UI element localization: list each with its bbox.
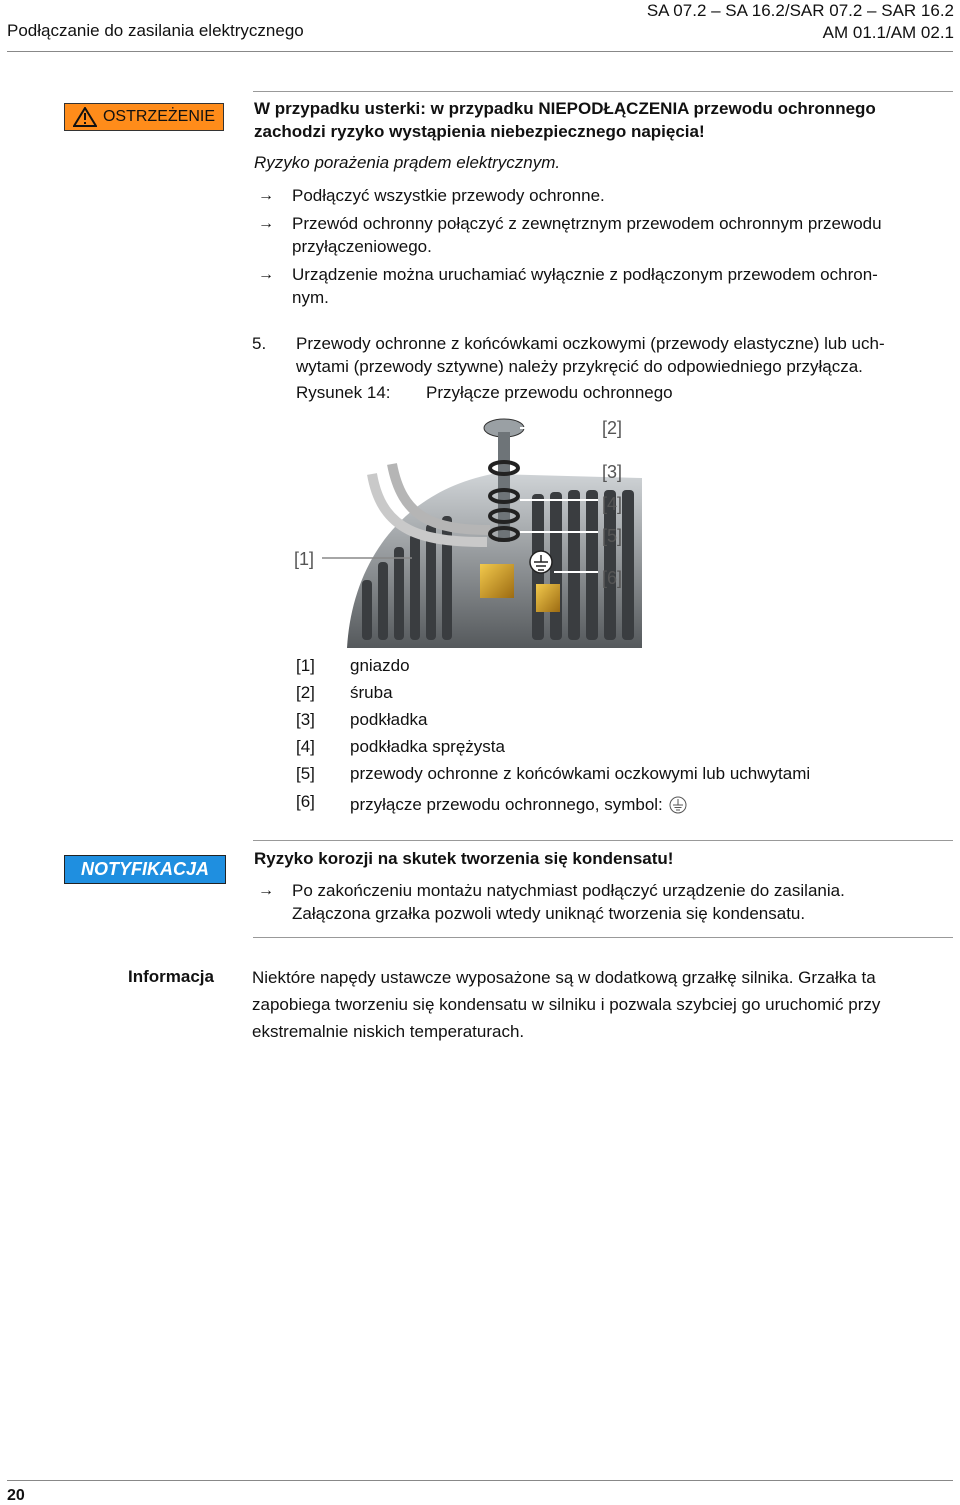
info-text-line-1: Niektóre napędy ustawcze wyposażone są w dodatkową grzałkę silnika. Grzałka ta — [252, 968, 876, 987]
legend-num: [1] — [296, 656, 315, 675]
info-text — [252, 964, 880, 1045]
warning-badge-label: OSTRZEŻENIE — [102, 108, 215, 125]
legend-num: [2] — [296, 683, 315, 702]
notice-bottom-rule — [253, 937, 953, 938]
callout-5: [5] — [602, 526, 623, 546]
protective-earth-connection-figure — [292, 412, 644, 648]
warning-badge — [64, 103, 224, 131]
notice-headline: Ryzyko korozji na skutek tworzenia się kondensatu! — [254, 849, 674, 868]
arrow-right-icon: → — [258, 266, 274, 283]
step-text-line-1: Przewody ochronne z końcówkami oczkowymi (przewody elastyczne) lub uch- — [296, 334, 885, 353]
warning-action-2-line-1: Przewód ochronny połączyć z zewnętrznym przewodem ochronnym przewodu — [292, 214, 882, 233]
warning-action-3-line-2: nym. — [292, 288, 329, 307]
arrow-right-icon: → — [258, 882, 274, 899]
warning-headline-line-2: zachodzi ryzyko wystąpienia niebezpiecznego napięcia! — [254, 122, 705, 141]
arrow-right-icon: → — [258, 215, 274, 232]
warning-headline — [254, 97, 876, 143]
legend-text: podkładka sprężysta — [350, 737, 505, 756]
footer-divider — [7, 1480, 953, 1481]
model-designation — [647, 0, 954, 44]
step-text — [296, 332, 885, 378]
legend-text: przewody ochronne z końcówkami oczkowymi lub uchwytami — [350, 764, 811, 783]
warning-top-rule — [253, 91, 953, 92]
info-text-line-2: zapobiega tworzeniu się kondensatu w silniku i pozwala szybciej go uruchomić przy — [252, 995, 881, 1014]
notice-badge: NOTYFIKACJA — [64, 855, 226, 884]
warning-action-1-text: Podłączyć wszystkie przewody ochronne. — [292, 186, 605, 205]
section-title: Podłączanie do zasilania elektrycznego — [7, 21, 304, 40]
warning-action-2-line-2: przyłączeniowego. — [292, 237, 432, 256]
brass-terminal — [536, 584, 560, 612]
callout-2: [2] — [602, 418, 623, 438]
warning-consequence: Ryzyko porażenia prądem elektrycznym. — [254, 153, 561, 172]
legend-num: [5] — [296, 764, 315, 783]
legend-item-6 — [350, 795, 687, 815]
warning-headline-line-1: W przypadku usterki: w przypadku NIEPODŁĄCZENIA przewodu ochronnego — [254, 99, 876, 118]
legend-num: [3] — [296, 710, 315, 729]
figure-caption: Przyłącze przewodu ochronnego — [426, 383, 673, 402]
legend-num: [6] — [296, 792, 315, 811]
page-number: 20 — [7, 1487, 25, 1504]
model-line-2: AM 01.1/AM 02.1 — [822, 23, 954, 42]
callout-1: [1] — [294, 549, 315, 569]
notice-action-line-1: Po zakończeniu montażu natychmiast podłączyć urządzenie do zasilania. — [292, 881, 845, 900]
legend-text: podkładka — [350, 710, 428, 729]
figure-label: Rysunek 14: — [296, 383, 391, 402]
arrow-right-icon: → — [258, 187, 274, 204]
notice-top-rule — [253, 840, 953, 841]
legend-num: [4] — [296, 737, 315, 756]
notice-action-line-2: Załączona grzałka pozwoli wtedy uniknąć tworzenia się kondensatu. — [292, 904, 806, 923]
legend-text: gniazdo — [350, 656, 410, 675]
step-number: 5. — [252, 334, 267, 353]
legend-text: śruba — [350, 683, 393, 702]
step-text-line-2: wytami (przewody sztywne) należy przykręcić do odpowiedniego przyłącza. — [296, 357, 863, 376]
info-label: Informacja — [128, 967, 214, 986]
warning-triangle-icon — [73, 107, 97, 127]
model-line-1: SA 07.2 – SA 16.2/SAR 07.2 – SAR 16.2 — [646, 1, 954, 20]
callout-3: [3] — [602, 462, 623, 482]
info-text-line-3: ekstremalnie niskich temperaturach. — [252, 1022, 525, 1041]
legend-text: przyłącze przewodu ochronnego, symbol: — [350, 795, 663, 814]
callout-4: [4] — [602, 494, 623, 514]
brass-terminal — [480, 564, 514, 598]
warning-action-3-line-1: Urządzenie można uruchamiać wyłącznie z podłączonym przewodem ochron- — [292, 265, 878, 284]
screw-shaft — [498, 432, 510, 542]
header-divider — [7, 51, 953, 52]
earth-symbol-icon — [669, 796, 687, 814]
callout-6: [6] — [602, 568, 623, 588]
